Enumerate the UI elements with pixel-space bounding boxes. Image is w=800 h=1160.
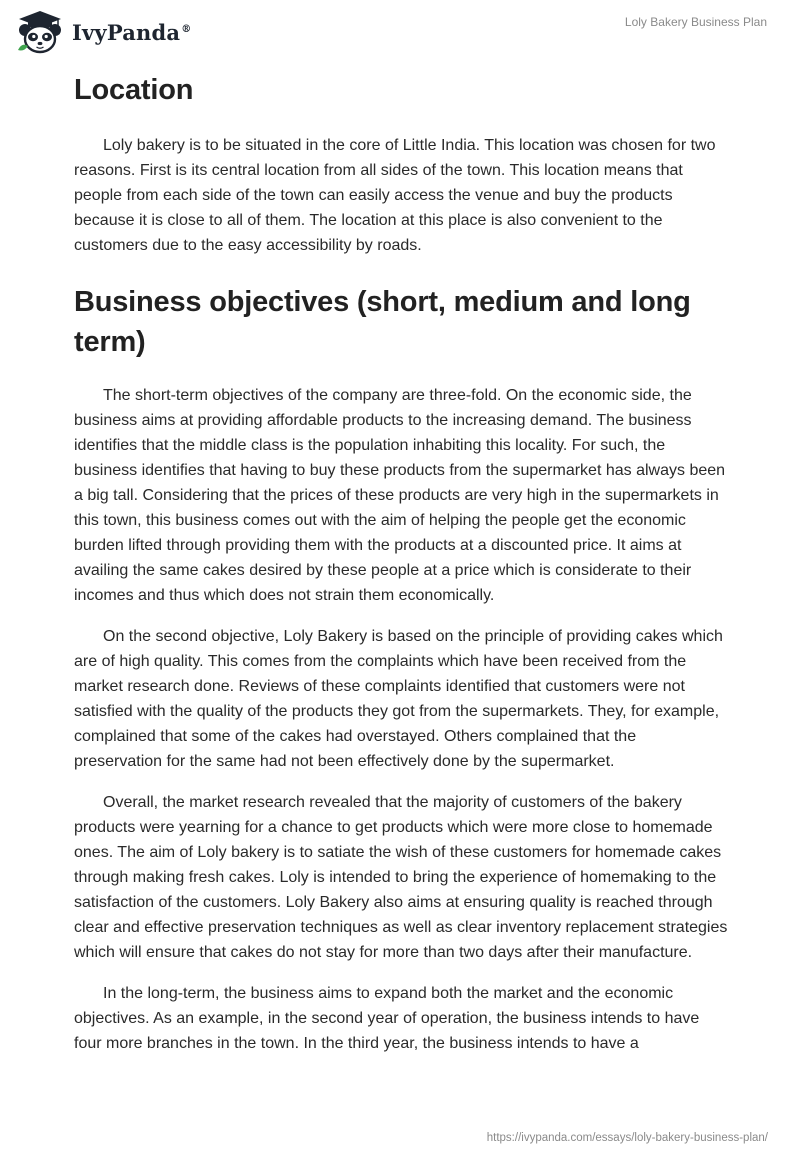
paragraph: The short-term objectives of the company are three-fold. On the economic side, the business aims at providing affordable products to the increasing demand. The business identifies that the middle class is the population inhabiting this locality. For such, the business identifies that having to buy these products from the supermarket has always been a big tall. Considering that the prices of these products are very high in the supermarkets in this town, this business comes out with the aim of helping the people get the economic burden lifted through providing them with the products at a discounted price. It aims at availing the same cakes desired by these people at a price which is considerate to their incomes and thus which does not strain them economically. xyxy=(74,387,726,604)
ivypanda-logo[interactable] xyxy=(16,10,191,54)
source-url[interactable]: https://ivypanda.com/essays/loly-bakery-business-plan/ xyxy=(486,1132,768,1144)
article-body xyxy=(74,70,728,1072)
section-heading-business-objectives: Business objectives (short, medium and long term) xyxy=(74,286,691,358)
brand-name: IvyPanda® xyxy=(72,19,192,45)
registered-mark: ® xyxy=(181,23,192,35)
page-header xyxy=(0,0,800,64)
paragraph: On the second objective, Loly Bakery is based on the principle of providing cakes which are of high quality. This comes from the complaints which have been received from the market research done. Reviews of these complaints identified that customers were not satisfied with the quality of the products they got from the supermarkets. They, for example, complained that some of the cakes had overstayed. Others complained that the preservation for the same had not been effectively done by the supermarket. xyxy=(74,628,723,770)
document-title: Loly Bakery Business Plan xyxy=(624,15,767,29)
panda-graduate-icon xyxy=(16,10,64,54)
paragraph: In the long-term, the business aims to expand both the market and the economic objectives. As an example, in the second year of operation, the business intends to have four more branches in the town. In the third year, the business intends to have a xyxy=(74,985,700,1052)
paragraph: Loly bakery is to be situated in the core of Little India. This location was chosen for two reasons. First is its central location from all sides of the town. This location means that people from each side of the town can easily access the venue and buy the products because it is close to all of them. The location at this place is also convenient to the customers due to the easy accessibility by roads. xyxy=(74,137,716,254)
section-heading-location: Location xyxy=(74,74,194,106)
paragraph: Overall, the market research revealed that the majority of customers of the bakery products were yearning for a chance to get products which were more close to homemade ones. The aim of Loly bakery is to satiate the wish of these customers for homemade cakes through making fresh cakes. Loly is intended to bring the experience of homemaking to the satisfaction of the customers. Loly Bakery also aims at ensuring quality is reached through clear and effective preservation techniques as well as clear inventory replacement strategies which will ensure that cakes do not stay for more than two days after their manufacture. xyxy=(74,794,728,961)
